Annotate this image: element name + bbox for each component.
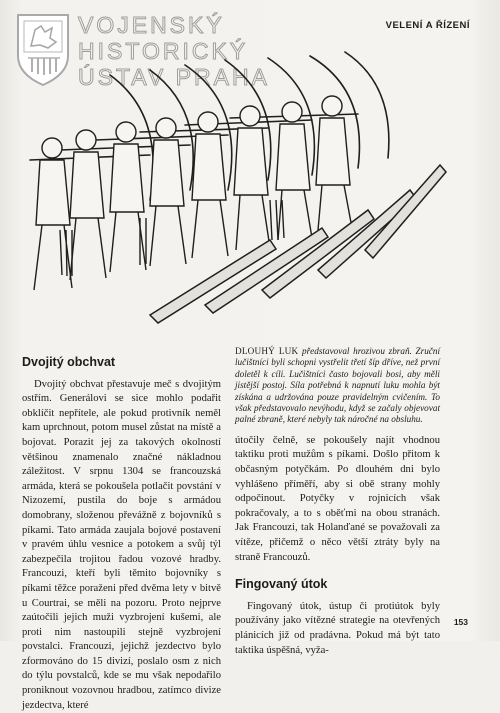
section-heading: Dvojitý obchvat xyxy=(22,355,116,369)
right-column xyxy=(235,346,440,658)
illustration-caption xyxy=(235,346,440,426)
body-paragraph: útočily čelně, se pokoušely najít vhodnou taktiku proti mužům s píkami. Došlo přitom k občasným potyčkám. Po dlouhém dni bylo vyhlášeno příměří, aby si obě strany mohly odpočinout. Potyčky v rojnicích však pokračovaly, a to s oběťmi na obou stranách. Jak Francouzi, tak Holanďané se považovali za vítěze, přičemž o něco větší ztráty byly na straně Francouzů. xyxy=(235,434,440,563)
watermark-line: VOJENSKÝ xyxy=(78,12,225,38)
caption-title: DLOUHÝ LUK xyxy=(235,346,299,356)
watermark-line: ÚSTAV PRAHA xyxy=(78,64,270,90)
page-number: 153 xyxy=(453,617,468,627)
left-column xyxy=(22,355,221,713)
body-paragraph: Fingovaný útok, ústup či protiútok byly používány jako vítězné strategie na otevřených plánicích již od pradávna. Pokud má být tato taktika úspěšná, vyža- xyxy=(235,600,440,656)
body-paragraph: Dvojitý obchvat přestavuje meč s dvojitým ostřím. Generálovi se sice mohlo podařit obklíčit nepřítele, ale pokud protivník neměl kam uprchnout, potom musel zůstat na místě a bojovat. Porazit jej za takových okolností většinou znamenalo značné nákladnou záležitost. V srpnu 1304 se francouzská armáda, která se pokoušela potlačit povstání v Nizozemí, pustila do boje s armádou domobrany, složenou převážně z bojovníků s píkami. Tato armáda zaujala bojové postavení v pravém úhlu vesnice a potokem a svůj týl zabezpečila trojitou řadou vozové hradby. Francouzi, kteří byli těmito bojovníky s píkami těžce poraženi před dvěma lety v bitvě u Courtrai, se měli na pozoru. Proto nejprve zaútočili jejich muži vyzbrojení kušemi, ale proti nim nastoupili stejně vyzbrojení povstalci. Francouzi, jejichž jezdectvo bylo zformováno do 15 divizí, poslalo osm z nich do týlu povstalců, kde se mu však nepodařilo proniknout vozovnou hradbou, zatímco divize jezdectva, které xyxy=(22,378,221,711)
section-heading: Fingovaný útok xyxy=(235,577,328,592)
watermark-line: HISTORICKÝ xyxy=(78,38,249,64)
caption-text: představoval hrozivou zbraň. Zruční lučištníci byli schopni vystřelit třetí šíp dříve, než první doletěl k cíli. Lučištníci často bojovali bosi, aby měli jistější postoj. Síla potřebná k napnutí luku mohla být získána a udržována pouze pravidelným cvičením. To však představovalo nevýhodu, když se začaly objevovat palné zbraně, které nebyly tak náročné na obsluhu. xyxy=(235,346,441,425)
running-header: VELENÍ A ŘÍZENÍ xyxy=(385,20,470,31)
longbowmen-illustration xyxy=(0,40,470,325)
